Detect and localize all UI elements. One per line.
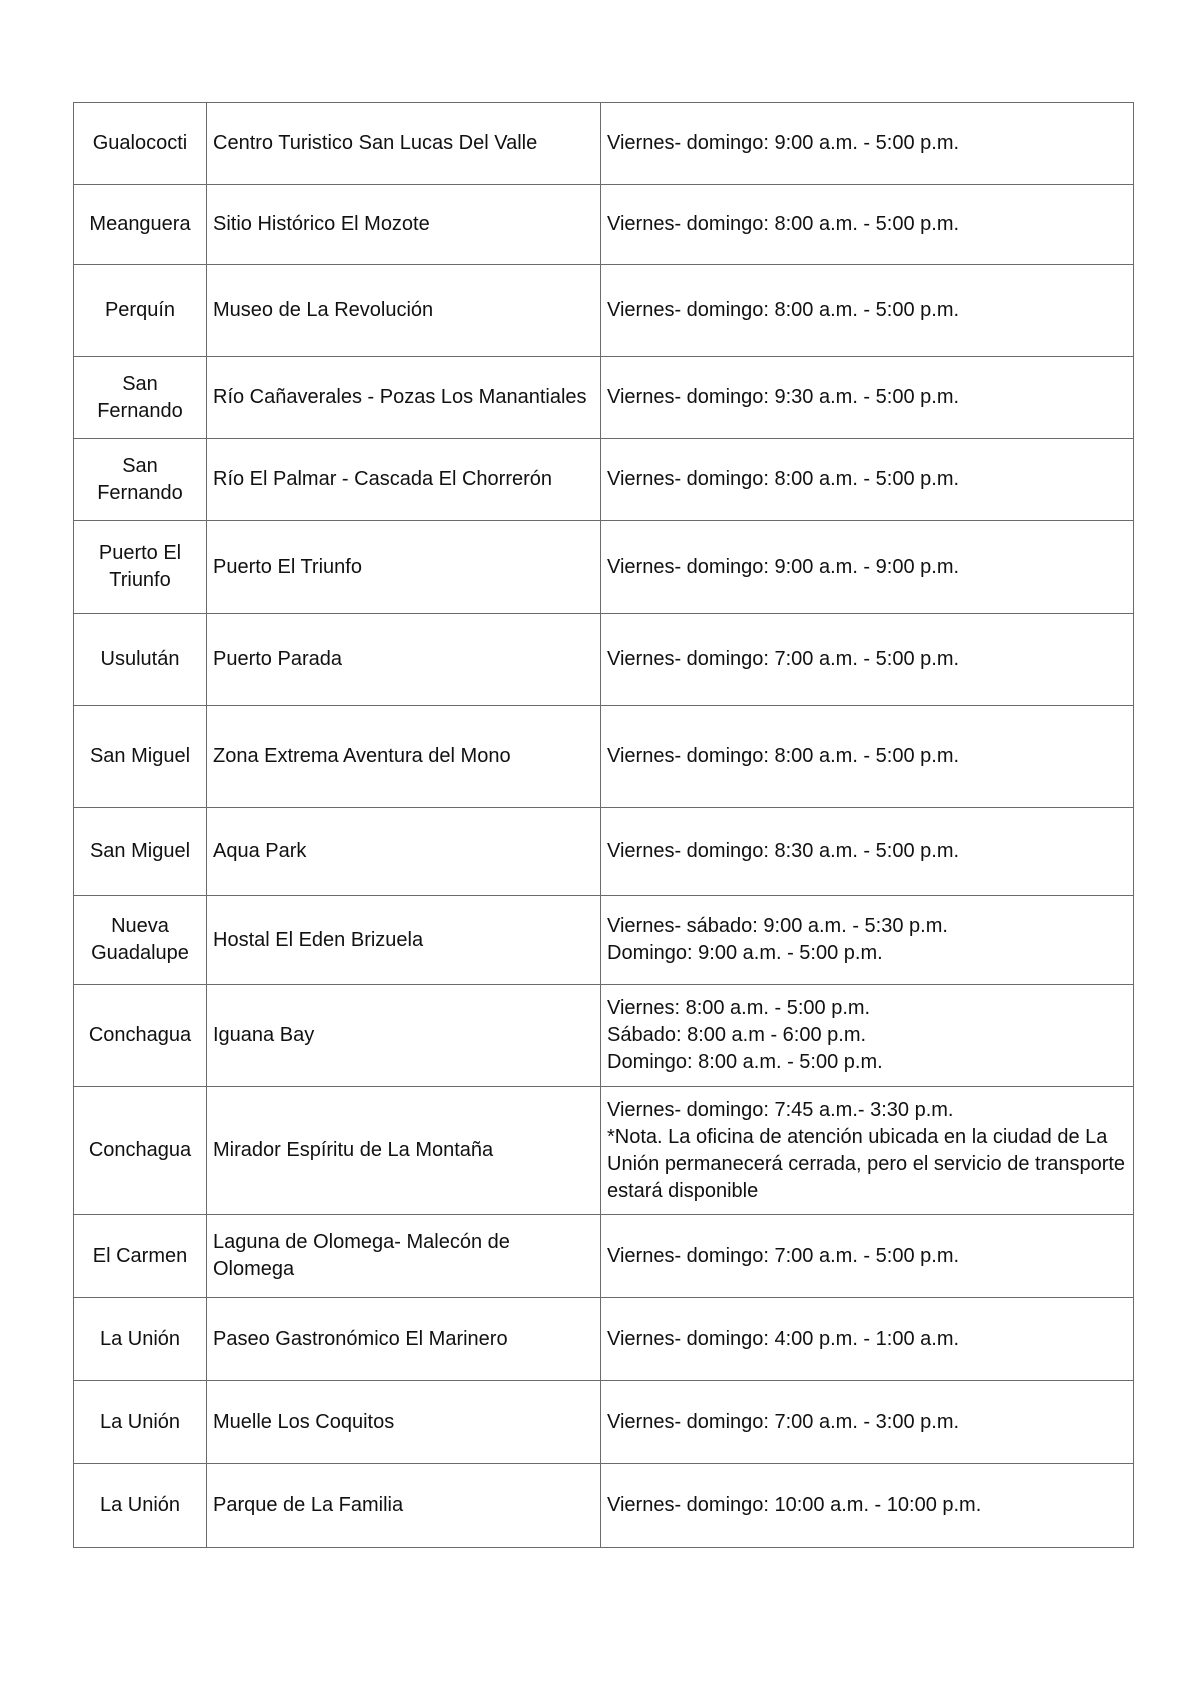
place-cell: Río Cañaverales - Pozas Los Manantiales bbox=[207, 357, 601, 439]
hours-line: Domingo: 8:00 a.m. - 5:00 p.m. bbox=[607, 1051, 883, 1073]
hours-cell bbox=[601, 1298, 1134, 1381]
hours-line: Viernes- domingo: 8:00 a.m. - 5:00 p.m. bbox=[607, 213, 960, 235]
place-cell: Laguna de Olomega- Malecón de Olomega bbox=[207, 1215, 601, 1298]
hours-line: Viernes- sábado: 9:00 a.m. - 5:30 p.m. bbox=[607, 915, 948, 937]
hours-line: *Nota. La oficina de atención ubicada en la ciudad de La Unión permanecerá cerrada, pero el servicio de transporte estará disponible bbox=[607, 1125, 1126, 1202]
municipality-cell: La Unión bbox=[74, 1381, 207, 1464]
hours-cell bbox=[601, 1381, 1134, 1464]
hours-line: Viernes- domingo: 8:30 a.m. - 5:00 p.m. bbox=[607, 840, 960, 862]
place-cell: Iguana Bay bbox=[207, 985, 601, 1087]
table-row bbox=[74, 185, 1134, 265]
municipality-cell: Usulután bbox=[74, 614, 207, 706]
hours-cell bbox=[601, 185, 1134, 265]
hours-line: Viernes- domingo: 8:00 a.m. - 5:00 p.m. bbox=[607, 299, 960, 321]
municipality-cell: Conchagua bbox=[74, 985, 207, 1087]
municipality-cell: Meanguera bbox=[74, 185, 207, 265]
hours-cell bbox=[601, 265, 1134, 357]
table-row bbox=[74, 357, 1134, 439]
hours-line: Sábado: 8:00 a.m - 6:00 p.m. bbox=[607, 1024, 867, 1046]
table-row bbox=[74, 1298, 1134, 1381]
table-row bbox=[74, 706, 1134, 808]
municipality-cell: San Fernando bbox=[74, 357, 207, 439]
hours-line: Viernes- domingo: 7:00 a.m. - 3:00 p.m. bbox=[607, 1410, 960, 1433]
table-row bbox=[74, 439, 1134, 521]
hours-cell bbox=[601, 1087, 1134, 1215]
table-row bbox=[74, 265, 1134, 357]
hours-cell bbox=[601, 521, 1134, 614]
place-cell: Museo de La Revolución bbox=[207, 265, 601, 357]
hours-line: Viernes- domingo: 10:00 a.m. - 10:00 p.m. bbox=[607, 1494, 982, 1516]
hours-cell bbox=[601, 614, 1134, 706]
hours-cell bbox=[601, 103, 1134, 185]
table-row bbox=[74, 985, 1134, 1087]
hours-line: Viernes- domingo: 9:00 a.m. - 9:00 p.m. bbox=[607, 555, 960, 578]
place-cell: Parque de La Familia bbox=[207, 1464, 601, 1548]
place-cell: Aqua Park bbox=[207, 808, 601, 896]
table-body bbox=[74, 103, 1134, 1548]
hours-line: Viernes- domingo: 8:00 a.m. - 5:00 p.m. bbox=[607, 468, 960, 490]
place-cell: Río El Palmar - Cascada El Chorrerón bbox=[207, 439, 601, 521]
hours-cell bbox=[601, 985, 1134, 1087]
place-cell: Hostal El Eden Brizuela bbox=[207, 896, 601, 985]
hours-cell bbox=[601, 1215, 1134, 1298]
place-cell: Paseo Gastronómico El Marinero bbox=[207, 1298, 601, 1381]
place-cell: Sitio Histórico El Mozote bbox=[207, 185, 601, 265]
tourism-schedule-table bbox=[73, 102, 1134, 1548]
municipality-cell: Gualococti bbox=[74, 103, 207, 185]
place-cell: Mirador Espíritu de La Montaña bbox=[207, 1087, 601, 1215]
hours-cell bbox=[601, 808, 1134, 896]
municipality-cell: Puerto El Triunfo bbox=[74, 521, 207, 614]
hours-cell bbox=[601, 439, 1134, 521]
table-row bbox=[74, 1381, 1134, 1464]
place-cell: Centro Turistico San Lucas Del Valle bbox=[207, 103, 601, 185]
municipality-cell: La Unión bbox=[74, 1464, 207, 1548]
hours-line: Viernes- domingo: 7:00 a.m. - 5:00 p.m. bbox=[607, 1244, 960, 1267]
document-page bbox=[73, 102, 1133, 1548]
hours-line: Viernes: 8:00 a.m. - 5:00 p.m. bbox=[607, 997, 871, 1019]
hours-line: Viernes- domingo: 9:00 a.m. - 5:00 p.m. bbox=[607, 132, 960, 154]
municipality-cell: Perquín bbox=[74, 265, 207, 357]
hours-line: Viernes- domingo: 7:00 a.m. - 5:00 p.m. bbox=[607, 648, 960, 670]
municipality-cell: San Miguel bbox=[74, 706, 207, 808]
hours-line: Viernes- domingo: 4:00 p.m. - 1:00 a.m. bbox=[607, 1327, 960, 1350]
table-row bbox=[74, 896, 1134, 985]
table-row bbox=[74, 1464, 1134, 1548]
municipality-cell: San Fernando bbox=[74, 439, 207, 521]
hours-cell bbox=[601, 706, 1134, 808]
table-row bbox=[74, 521, 1134, 614]
hours-cell bbox=[601, 896, 1134, 985]
table-row bbox=[74, 614, 1134, 706]
municipality-cell: San Miguel bbox=[74, 808, 207, 896]
hours-line: Domingo: 9:00 a.m. - 5:00 p.m. bbox=[607, 942, 883, 964]
table-row bbox=[74, 1215, 1134, 1298]
municipality-cell: Nueva Guadalupe bbox=[74, 896, 207, 985]
place-cell: Muelle Los Coquitos bbox=[207, 1381, 601, 1464]
place-cell: Puerto Parada bbox=[207, 614, 601, 706]
municipality-cell: La Unión bbox=[74, 1298, 207, 1381]
municipality-cell: Conchagua bbox=[74, 1087, 207, 1215]
table-row bbox=[74, 103, 1134, 185]
hours-cell bbox=[601, 1464, 1134, 1548]
hours-line: Viernes- domingo: 7:45 a.m.- 3:30 p.m. bbox=[607, 1098, 954, 1121]
place-cell: Puerto El Triunfo bbox=[207, 521, 601, 614]
hours-line: Viernes- domingo: 9:30 a.m. - 5:00 p.m. bbox=[607, 386, 960, 408]
hours-line: Viernes- domingo: 8:00 a.m. - 5:00 p.m. bbox=[607, 745, 960, 767]
table-row bbox=[74, 808, 1134, 896]
table-row bbox=[74, 1087, 1134, 1215]
place-cell: Zona Extrema Aventura del Mono bbox=[207, 706, 601, 808]
municipality-cell: El Carmen bbox=[74, 1215, 207, 1298]
hours-cell bbox=[601, 357, 1134, 439]
